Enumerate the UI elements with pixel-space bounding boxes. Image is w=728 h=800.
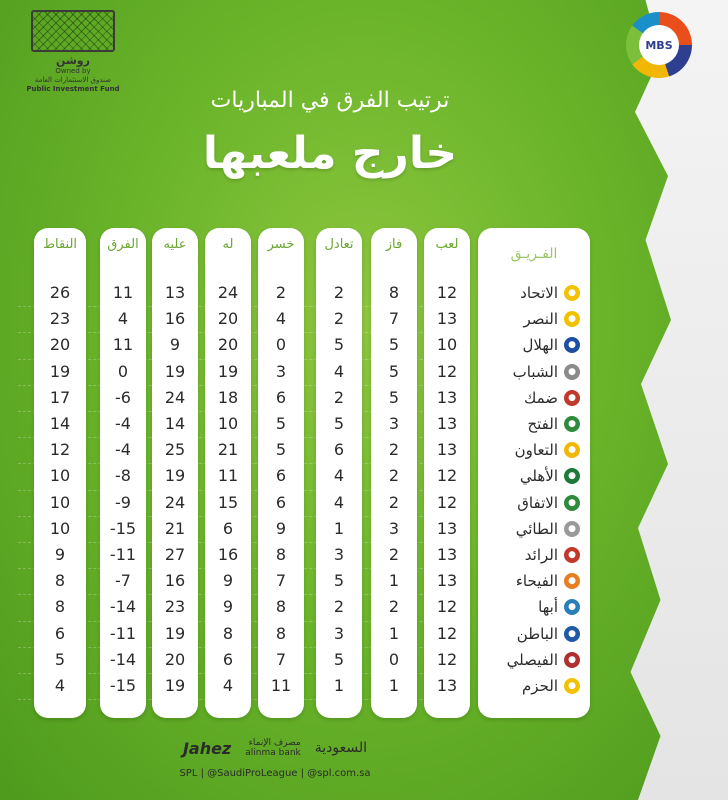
team-name: الفيصلي	[506, 650, 558, 669]
cell-played: 12	[436, 466, 458, 486]
cell-lost: 11	[270, 676, 292, 695]
cell-diff: 0	[117, 361, 129, 381]
cell-against: 20	[164, 649, 186, 669]
cell-diff: -8	[115, 466, 131, 486]
sponsor-saudia: السعودية	[314, 740, 368, 756]
page-title: خارج ملعبها	[202, 128, 458, 179]
cell-drawn: 6	[333, 440, 345, 460]
cell-won: 5	[388, 387, 400, 407]
cell-won: 0	[388, 649, 400, 669]
cell-against: 16	[164, 309, 186, 329]
team-name: أبها	[538, 598, 558, 617]
owned-by: Owned by	[55, 67, 91, 75]
cell-for: 11	[217, 466, 239, 486]
team-name: الفيحاء	[515, 572, 558, 591]
cell-points: 26	[49, 283, 71, 302]
cell-lost: 8	[275, 623, 287, 643]
column-for	[205, 228, 251, 718]
cell-points: 8	[54, 571, 66, 591]
team-name: الاتحاد	[520, 284, 558, 302]
cell-drawn: 2	[333, 597, 345, 617]
team-row	[478, 437, 590, 463]
cell-diff: -6	[115, 387, 131, 407]
cell-lost: 6	[275, 492, 287, 512]
cell-drawn: 5	[333, 335, 345, 355]
cell-lost: 0	[275, 335, 287, 355]
fund-english: Public Investment Fund	[26, 85, 120, 93]
cell-points: 10	[49, 518, 71, 538]
cell-won: 2	[388, 440, 400, 460]
cell-diff: -4	[115, 440, 131, 460]
team-crest-icon: ●	[564, 285, 580, 301]
team-crest-icon: ●	[564, 599, 580, 615]
cell-lost: 3	[275, 361, 287, 381]
cell-against: 14	[164, 414, 186, 433]
team-row	[478, 332, 590, 358]
cell-points: 5	[54, 649, 66, 669]
cell-won: 2	[388, 466, 400, 486]
team-row	[478, 568, 590, 594]
team-crest-icon: ●	[564, 678, 580, 694]
cell-played: 12	[436, 492, 458, 512]
cell-won: 3	[388, 518, 400, 538]
team-row	[478, 306, 590, 332]
column-header-for: له	[222, 237, 234, 252]
cell-lost: 6	[275, 387, 287, 407]
cell-for: 9	[222, 597, 234, 617]
cell-points: 10	[49, 492, 71, 512]
cell-diff: -9	[115, 492, 131, 512]
sponsor-alinma-ar: مصرف الإنماء	[248, 738, 301, 748]
cell-for: 20	[217, 335, 239, 355]
cell-drawn: 3	[333, 545, 345, 564]
column-won	[371, 228, 417, 718]
cell-lost: 4	[275, 309, 287, 329]
roshn-brand: روشن	[56, 54, 90, 67]
cell-won: 5	[388, 335, 400, 355]
team-row	[478, 280, 590, 306]
team-name: الطائي	[515, 519, 558, 538]
team-crest-icon: ●	[564, 337, 580, 353]
team-crest-icon: ●	[564, 626, 580, 642]
cell-for: 4	[222, 676, 234, 695]
roshn-pattern-icon	[31, 10, 115, 52]
column-header-diff: الفرق	[107, 237, 139, 252]
cell-diff: -7	[115, 571, 131, 591]
cell-lost: 7	[275, 649, 287, 669]
roshn-logo	[18, 10, 128, 94]
team-crest-icon: ●	[564, 390, 580, 406]
team-crest-icon: ●	[564, 311, 580, 327]
sponsor-jahez: Jahez	[182, 738, 232, 758]
footer	[150, 738, 400, 779]
league-logo-text: MBS	[639, 25, 679, 65]
team-name: الاتفاق	[517, 493, 558, 512]
column-header-against: عليه	[163, 237, 187, 252]
cell-played: 12	[436, 623, 458, 643]
team-name: الفتح	[527, 415, 558, 433]
column-header-played: لعب	[435, 237, 459, 252]
team-row	[478, 621, 590, 647]
column-header-team: الفـريـق	[510, 246, 558, 262]
sponsor-alinma-en: alinma bank	[245, 748, 301, 758]
cell-against: 9	[169, 335, 181, 355]
cell-points: 10	[49, 466, 71, 486]
cell-played: 13	[436, 387, 458, 407]
cell-played: 12	[436, 649, 458, 669]
column-diff	[100, 228, 146, 718]
cell-lost: 5	[275, 414, 287, 433]
cell-diff: -15	[109, 518, 137, 538]
team-name: الشباب	[512, 362, 558, 381]
team-row	[478, 359, 590, 385]
cell-drawn: 4	[333, 466, 345, 486]
cell-played: 13	[436, 518, 458, 538]
cell-diff: -11	[109, 545, 137, 564]
cell-played: 13	[436, 571, 458, 591]
cell-drawn: 2	[333, 387, 345, 407]
team-row	[478, 594, 590, 620]
cell-lost: 8	[275, 597, 287, 617]
team-crest-icon: ●	[564, 468, 580, 484]
cell-lost: 8	[275, 545, 287, 564]
cell-drawn: 4	[333, 361, 345, 381]
column-played	[424, 228, 470, 718]
cell-won: 1	[388, 676, 400, 695]
team-row	[478, 647, 590, 673]
cell-points: 9	[54, 545, 66, 564]
cell-won: 3	[388, 414, 400, 433]
column-header-won: فاز	[385, 237, 403, 252]
cell-points: 6	[54, 623, 66, 643]
fund-arabic: صندوق الاستثمارات العامة	[34, 76, 112, 84]
cell-against: 19	[164, 623, 186, 643]
cell-drawn: 3	[333, 623, 345, 643]
team-row	[478, 516, 590, 542]
team-name: الحزم	[522, 677, 558, 695]
cell-against: 24	[164, 387, 186, 407]
cell-points: 19	[49, 361, 71, 381]
cell-points: 12	[49, 440, 71, 460]
team-name: النصر	[523, 310, 558, 329]
team-row	[478, 463, 590, 489]
cell-against: 27	[164, 545, 186, 564]
cell-against: 24	[164, 492, 186, 512]
team-name: التعاون	[514, 441, 558, 460]
cell-for: 21	[217, 440, 239, 460]
cell-won: 8	[388, 283, 400, 302]
column-points	[34, 228, 86, 718]
cell-won: 2	[388, 545, 400, 564]
cell-won: 2	[388, 597, 400, 617]
cell-played: 13	[436, 676, 458, 695]
cell-against: 13	[164, 283, 186, 302]
cell-won: 1	[388, 571, 400, 591]
team-row	[478, 490, 590, 516]
cell-played: 12	[436, 361, 458, 381]
cell-diff: -14	[109, 649, 137, 669]
team-name: الرائد	[524, 546, 558, 564]
column-against	[152, 228, 198, 718]
cell-diff: -11	[109, 623, 137, 643]
cell-drawn: 4	[333, 492, 345, 512]
cell-for: 15	[217, 492, 239, 512]
team-crest-icon: ●	[564, 521, 580, 537]
cell-won: 2	[388, 492, 400, 512]
column-lost	[258, 228, 304, 718]
cell-diff: 11	[112, 283, 134, 302]
cell-played: 13	[436, 545, 458, 564]
team-crest-icon: ●	[564, 652, 580, 668]
cell-points: 17	[49, 387, 71, 407]
cell-for: 20	[217, 309, 239, 329]
cell-lost: 9	[275, 518, 287, 538]
cell-diff: -15	[109, 676, 137, 695]
cell-won: 1	[388, 623, 400, 643]
cell-for: 18	[217, 387, 239, 407]
column-header-lost: خسر	[267, 237, 295, 252]
cell-against: 16	[164, 571, 186, 591]
cell-drawn: 5	[333, 571, 345, 591]
cell-played: 10	[436, 335, 458, 355]
cell-drawn: 2	[333, 309, 345, 329]
subtitle: ترتيب الفرق في المباريات	[210, 88, 450, 113]
cell-drawn: 5	[333, 649, 345, 669]
cell-drawn: 5	[333, 414, 345, 433]
league-logo	[626, 12, 692, 78]
cell-for: 19	[217, 361, 239, 381]
cell-played: 13	[436, 440, 458, 460]
team-row	[478, 411, 590, 437]
cell-played: 13	[436, 414, 458, 433]
team-name: الباطن	[516, 624, 558, 643]
cell-for: 24	[217, 283, 239, 302]
cell-against: 19	[164, 361, 186, 381]
column-team	[478, 228, 590, 718]
torn-paper-edge	[578, 0, 728, 800]
cell-against: 25	[164, 440, 186, 460]
team-name: الهلال	[522, 336, 558, 355]
cell-diff: 11	[112, 335, 134, 355]
cell-lost: 7	[275, 571, 287, 591]
cell-for: 16	[217, 545, 239, 564]
team-row	[478, 542, 590, 568]
cell-drawn: 1	[333, 518, 345, 538]
cell-points: 23	[49, 309, 71, 329]
column-drawn	[316, 228, 362, 718]
cell-against: 19	[164, 676, 186, 695]
team-crest-icon: ●	[564, 573, 580, 589]
cell-drawn: 1	[333, 676, 345, 695]
team-crest-icon: ●	[564, 442, 580, 458]
column-header-points: النقاط	[42, 237, 78, 252]
cell-diff: -14	[109, 597, 137, 617]
cell-won: 5	[388, 361, 400, 381]
cell-against: 19	[164, 466, 186, 486]
cell-points: 14	[49, 414, 71, 433]
cell-played: 12	[436, 283, 458, 302]
cell-played: 12	[436, 597, 458, 617]
social-links: SPL | @SaudiProLeague | @spl.com.sa	[179, 768, 371, 779]
cell-for: 8	[222, 623, 234, 643]
team-name: الأهلي	[519, 467, 558, 486]
team-crest-icon: ●	[564, 364, 580, 380]
cell-lost: 5	[275, 440, 287, 460]
cell-for: 6	[222, 518, 234, 538]
cell-points: 20	[49, 335, 71, 355]
team-name: ضمك	[523, 388, 558, 407]
cell-points: 8	[54, 597, 66, 617]
cell-won: 7	[388, 309, 400, 329]
cell-for: 10	[217, 414, 239, 433]
cell-played: 13	[436, 309, 458, 329]
cell-against: 21	[164, 518, 186, 538]
cell-for: 6	[222, 649, 234, 669]
team-crest-icon: ●	[564, 416, 580, 432]
cell-against: 23	[164, 597, 186, 617]
cell-for: 9	[222, 571, 234, 591]
cell-diff: 4	[117, 309, 129, 329]
column-header-drawn: تعادل	[324, 237, 354, 252]
cell-diff: -4	[115, 414, 131, 433]
cell-lost: 2	[275, 283, 287, 302]
team-crest-icon: ●	[564, 495, 580, 511]
cell-drawn: 2	[333, 283, 345, 302]
team-row	[478, 673, 590, 699]
cell-points: 4	[54, 676, 66, 695]
team-row	[478, 385, 590, 411]
cell-lost: 6	[275, 466, 287, 486]
team-crest-icon: ●	[564, 547, 580, 563]
